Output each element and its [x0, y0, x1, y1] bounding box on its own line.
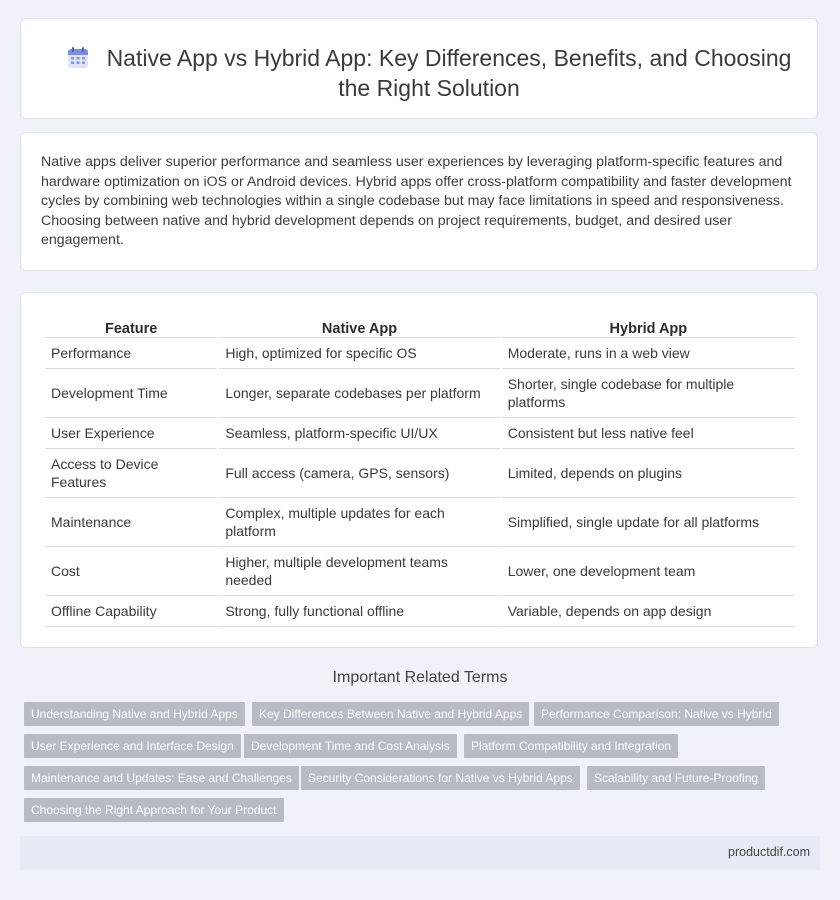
related-term-tag[interactable]: Maintenance and Updates: Ease and Challenges	[24, 766, 299, 790]
cell-native: Complex, multiple updates for each platform	[219, 498, 499, 547]
cell-feature: Maintenance	[45, 498, 217, 547]
table-row	[45, 369, 795, 418]
table-row	[45, 338, 795, 369]
related-term-tag[interactable]: Platform Compatibility and Integration	[464, 734, 678, 758]
cell-feature: Access to Device Features	[45, 449, 217, 498]
cell-feature: Offline Capability	[45, 596, 217, 627]
page-title	[61, 43, 797, 103]
footer	[20, 836, 820, 870]
header-native-app: Native App	[219, 315, 499, 338]
related-term-tag[interactable]: Development Time and Cost Analysis	[244, 734, 457, 758]
calendar-icon	[67, 47, 89, 69]
cell-hybrid: Consistent but less native feel	[502, 418, 795, 449]
table-row	[45, 418, 795, 449]
table-row	[45, 547, 795, 596]
related-term-tag[interactable]: Performance Comparison: Native vs Hybrid	[534, 702, 779, 726]
table-row	[45, 449, 795, 498]
intro-paragraph: Native apps deliver superior performance and seamless user experiences by leveraging platform-specific features and hardware optimization on iOS or Android devices. Hybrid apps offer cross-platform compatibility and faster development cycles by combining web technologies within a single codebase but may face limitations in speed and responsiveness. Choosing between native and hybrid development depends on project requirements, budget, and desired user engagement.	[41, 154, 792, 249]
cell-feature: User Experience	[45, 418, 217, 449]
related-term-tag[interactable]: Choosing the Right Approach for Your Product	[24, 798, 284, 822]
cell-hybrid: Simplified, single update for all platforms	[502, 498, 795, 547]
header-feature: Feature	[45, 315, 217, 338]
cell-feature: Cost	[45, 547, 217, 596]
cell-hybrid: Limited, depends on plugins	[502, 449, 795, 498]
cell-native: High, optimized for specific OS	[219, 338, 499, 369]
cell-native: Full access (camera, GPS, sensors)	[219, 449, 499, 498]
cell-native: Strong, fully functional offline	[219, 596, 499, 627]
related-terms-heading: Important Related Terms	[332, 669, 508, 686]
comparison-table-card	[20, 292, 818, 648]
footer-site[interactable]: productdif.com	[728, 845, 810, 859]
cell-feature: Development Time	[45, 369, 217, 418]
cell-native: Longer, separate codebases per platform	[219, 369, 499, 418]
cell-hybrid: Shorter, single codebase for multiple platforms	[502, 369, 795, 418]
table-row	[45, 498, 795, 547]
related-term-tag[interactable]: Key Differences Between Native and Hybrid Apps	[252, 702, 529, 726]
cell-hybrid: Lower, one development team	[502, 547, 795, 596]
cell-native: Higher, multiple development teams needed	[219, 547, 499, 596]
related-term-tag[interactable]: User Experience and Interface Design	[24, 734, 241, 758]
related-term-tag[interactable]: Scalability and Future-Proofing	[587, 766, 765, 790]
table-header-row	[45, 315, 795, 338]
intro-card	[20, 132, 818, 271]
page-title-text: Native App vs Hybrid App: Key Differences, Benefits, and Choosing the Right Solution	[106, 45, 792, 101]
header-hybrid-app: Hybrid App	[502, 315, 795, 338]
comparison-table	[43, 315, 797, 627]
related-term-tag[interactable]: Understanding Native and Hybrid Apps	[24, 702, 245, 726]
header-card	[20, 18, 818, 119]
cell-hybrid: Moderate, runs in a web view	[502, 338, 795, 369]
table-row	[45, 596, 795, 627]
cell-feature: Performance	[45, 338, 217, 369]
cell-native: Seamless, platform-specific UI/UX	[219, 418, 499, 449]
related-term-tag[interactable]: Security Considerations for Native vs Hybrid Apps	[301, 766, 580, 790]
cell-hybrid: Variable, depends on app design	[502, 596, 795, 627]
